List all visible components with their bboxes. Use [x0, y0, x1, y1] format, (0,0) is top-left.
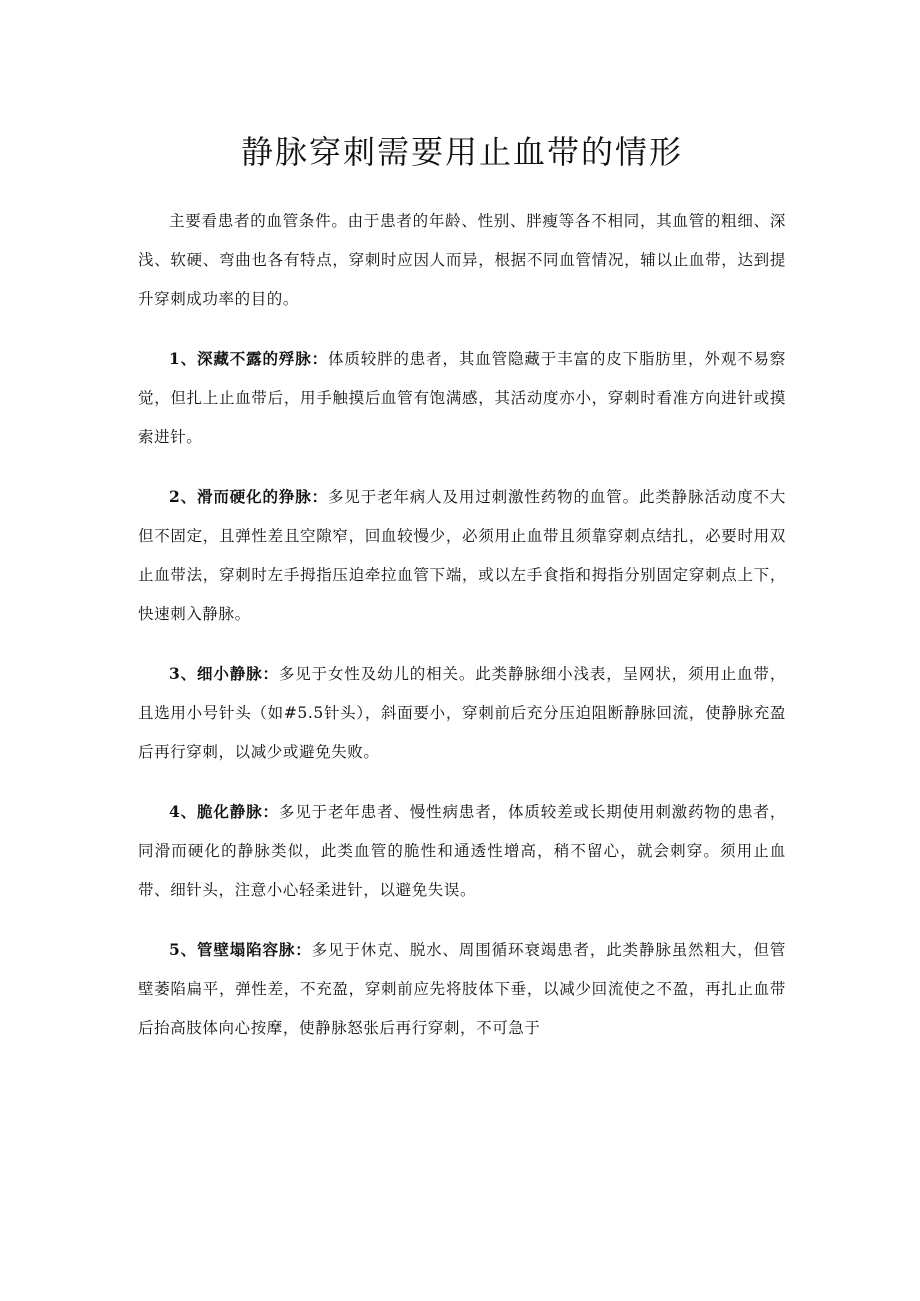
section-4-number: 4、 [169, 802, 198, 821]
section-5-body: 多见于休克、脱水、周围循环衰竭患者，此类静脉虽然粗大，但管壁萎陷扁平，弹性差，不充盈，穿刺前应先将肢体下垂，以减少回流使之不盈，再扎止血带后抬高肢体向心按摩，使静脉怒张后再行穿刺，不可急于 [138, 941, 786, 1037]
section-5-number: 5、 [169, 940, 198, 959]
section-3-number: 3、 [169, 664, 198, 683]
section-4-paragraph [138, 792, 786, 910]
intro-paragraph: 主要看患者的血管条件。由于患者的年龄、性别、胖瘦等各不相同，其血管的粗细、深浅、软硬、弯曲也各有特点，穿刺时应因人而异，根据不同血管情况，辅以止血带，达到提升穿刺成功率的目的。 [138, 212, 786, 308]
document-title: 静脉穿刺需要用止血带的情形 [240, 133, 683, 171]
section-2-number: 2、 [169, 487, 198, 506]
section-3-paragraph [138, 654, 786, 772]
section-3-body: 多见于女性及幼儿的相关。此类静脉细小浅表，呈网状，须用止血带，且选用小号针头（如#5.5针头），斜面要小，穿刺前后充分压迫阻断静脉回流，使静脉充盈后再行穿刺，以减少或避免失败。 [138, 665, 786, 761]
section-1-paragraph [138, 339, 786, 457]
section-4-body: 多见于老年患者、慢性病患者，体质较差或长期使用刺激药物的患者，同滑而硬化的静脉类似，此类血管的脆性和通透性增高，稍不留心，就会刺穿。须用止血带、细针头，注意小心轻柔进针，以避免失误。 [138, 803, 786, 899]
section-2-body: 多见于老年病人及用过刺激性药物的血管。此类静脉活动度不大但不固定，且弹性差且空隙窄，回血较慢少，必须用止血带且须靠穿刺点结扎，必要时用双止血带法，穿刺时左手拇指压迫牵拉血管下端，或以左手食指和拇指分别固定穿刺点上下，快速刺入静脉。 [138, 488, 786, 623]
section-2-heading: 滑而硬化的狰脉： [197, 487, 328, 506]
section-2-paragraph [138, 477, 786, 634]
section-4-heading: 脆化静脉： [197, 802, 279, 821]
section-1-body: 体质较胖的患者，其血管隐藏于丰富的皮下脂肪里，外观不易察觉，但扎上止血带后，用手触摸后血管有饱满感，其活动度亦小，穿刺时看准方向进针或摸索进针。 [138, 350, 786, 446]
section-1-number: 1、 [169, 349, 198, 368]
section-3-heading: 细小静脉： [197, 664, 279, 683]
section-5-paragraph [138, 930, 786, 1048]
section-5-heading: 管壁塌陷容脉： [197, 940, 312, 959]
section-1-heading: 深藏不露的殍脉： [197, 349, 328, 368]
